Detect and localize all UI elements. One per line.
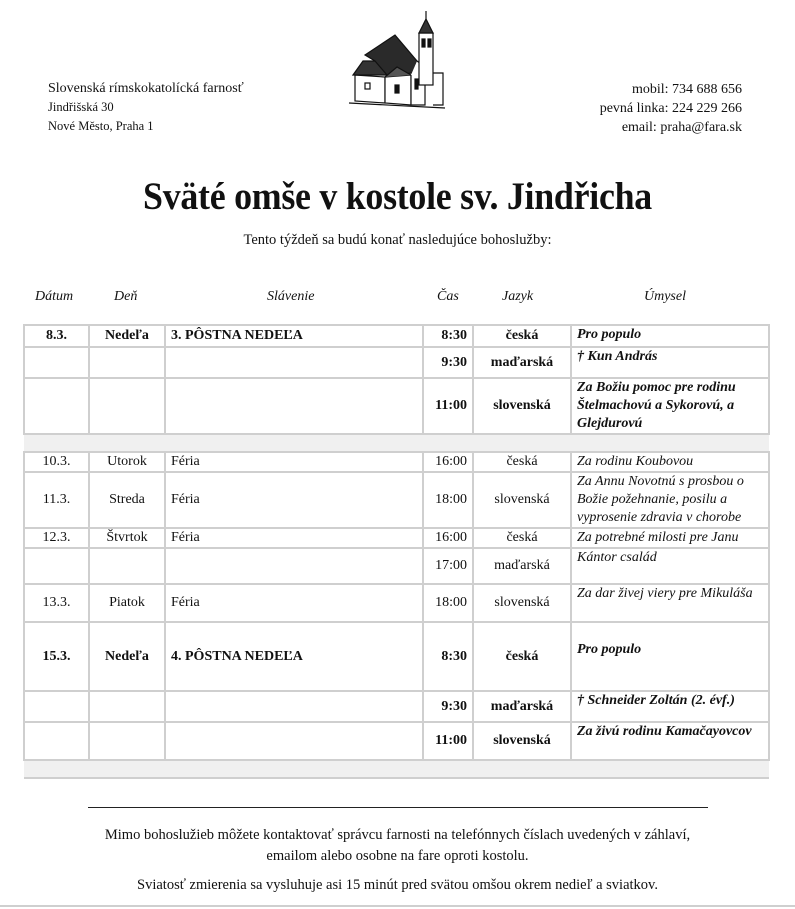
cell-date	[24, 548, 89, 584]
cell-date: 12.3.	[24, 528, 89, 548]
cell-date: 11.3.	[24, 472, 89, 528]
column-header-time: Čas	[437, 289, 459, 304]
cell-day: Utorok	[89, 452, 165, 472]
cell-date	[24, 691, 89, 722]
cell-time: 8:30	[423, 622, 473, 691]
cell-celebration	[165, 548, 423, 584]
page-bottom-border	[0, 905, 795, 907]
parish-address	[48, 80, 244, 136]
cell-date	[24, 347, 89, 378]
cell-intention: Za Božiu pomoc pre rodinu Štelmachovú a Sykorovú, a Glejdurovú	[571, 378, 769, 434]
cell-celebration	[165, 378, 423, 434]
cell-celebration: 3. PÔSTNA NEDEĽA	[165, 325, 423, 347]
column-header-intention: Úmysel	[644, 289, 686, 304]
table-row	[24, 452, 769, 472]
cell-language: maďarská	[473, 347, 571, 378]
contact-note-line-1: Mimo bohoslužieb môžete kontaktovať správcu farnosti na telefónnych číslach uvedených v záhlaví,	[104, 827, 691, 843]
divider-line	[88, 807, 708, 808]
cell-language: slovenská	[473, 722, 571, 760]
column-header-celebration: Slávenie	[267, 289, 315, 304]
week-separator	[24, 760, 769, 778]
cell-time: 17:00	[423, 548, 473, 584]
cell-time: 16:00	[423, 528, 473, 548]
cell-intention: Kántor család	[571, 548, 769, 584]
mobile-number: mobil: 734 688 656	[631, 82, 742, 97]
contact-info	[600, 80, 742, 137]
cell-time: 18:00	[423, 584, 473, 622]
column-header-day: Deň	[114, 289, 138, 304]
cell-language: česká	[473, 622, 571, 691]
table-row	[24, 528, 769, 548]
cell-celebration: Féria	[165, 528, 423, 548]
table-row	[24, 584, 769, 622]
table-row	[24, 325, 769, 347]
cell-day	[89, 347, 165, 378]
table-row	[24, 622, 769, 691]
table-row	[24, 548, 769, 584]
cell-date	[24, 722, 89, 760]
table-row	[24, 722, 769, 760]
cell-celebration	[165, 691, 423, 722]
column-header-date: Dátum	[35, 289, 74, 304]
cell-language: slovenská	[473, 584, 571, 622]
parish-city: Nové Město, Praha 1	[48, 119, 154, 133]
parish-name: Slovenská rímskokatolícká farnosť	[48, 81, 244, 96]
cell-day	[89, 722, 165, 760]
page-title: Sväté omše v kostole sv. Jindřicha	[143, 175, 652, 218]
table-row	[24, 378, 769, 434]
table-row	[24, 347, 769, 378]
cell-day	[89, 378, 165, 434]
cell-intention: Pro populo	[571, 325, 769, 347]
cell-language: slovenská	[473, 472, 571, 528]
cell-time: 11:00	[423, 722, 473, 760]
cell-celebration: 4. PÔSTNA NEDEĽA	[165, 622, 423, 691]
cell-time: 9:30	[423, 691, 473, 722]
cell-intention: Za potrebné milosti pre Janu	[571, 528, 769, 548]
landline-number: pevná linka: 224 229 266	[599, 101, 742, 116]
cell-language: česká	[473, 528, 571, 548]
confession-note: Sviatosť zmierenia sa vysluhuje asi 15 minút pred svätou omšou okrem nedieľ a sviatkov.	[137, 877, 658, 893]
cell-celebration: Féria	[165, 472, 423, 528]
cell-intention: Za dar živej viery pre Mikuláša	[571, 584, 769, 622]
cell-intention: † Kun András	[571, 347, 769, 378]
cell-intention: Za rodinu Koubovou	[571, 452, 769, 472]
cell-day	[89, 691, 165, 722]
week-separator	[24, 434, 769, 452]
page-subtitle: Tento týždeň sa budú konať nasledujúce bohoslužby:	[243, 232, 552, 248]
cell-language: maďarská	[473, 548, 571, 584]
mass-schedule-table	[23, 324, 770, 779]
cell-date: 13.3.	[24, 584, 89, 622]
parish-street: Jindřišská 30	[48, 100, 114, 114]
cell-language: slovenská	[473, 378, 571, 434]
email-address[interactable]: email: praha@fara.sk	[621, 120, 742, 135]
cell-intention: Za živú rodinu Kamačayovcov	[571, 722, 769, 760]
cell-time: 16:00	[423, 452, 473, 472]
cell-language: česká	[473, 325, 571, 347]
cell-time: 8:30	[423, 325, 473, 347]
cell-intention: Za Annu Novotnú s prosbou o Božie požehnanie, posilu a vyprosenie zdravia v chorobe	[571, 472, 769, 528]
cell-celebration: Féria	[165, 452, 423, 472]
cell-date: 8.3.	[24, 325, 89, 347]
cell-time: 18:00	[423, 472, 473, 528]
cell-day: Nedeľa	[89, 622, 165, 691]
cell-time: 11:00	[423, 378, 473, 434]
table-row	[24, 472, 769, 528]
cell-celebration	[165, 722, 423, 760]
cell-language: česká	[473, 452, 571, 472]
column-header-language: Jazyk	[502, 289, 534, 304]
cell-date: 10.3.	[24, 452, 89, 472]
cell-language: maďarská	[473, 691, 571, 722]
cell-celebration: Féria	[165, 584, 423, 622]
cell-intention: Pro populo	[571, 622, 769, 691]
cell-day: Štvrtok	[89, 528, 165, 548]
cell-time: 9:30	[423, 347, 473, 378]
cell-intention: † Schneider Zoltán (2. évf.)	[571, 691, 769, 722]
contact-note-line-2: emailom alebo osobne na fare oproti kostolu.	[266, 848, 529, 864]
cell-day: Piatok	[89, 584, 165, 622]
cell-celebration	[165, 347, 423, 378]
cell-day	[89, 548, 165, 584]
church-drawing-icon	[345, 5, 453, 115]
cell-day: Streda	[89, 472, 165, 528]
cell-date: 15.3.	[24, 622, 89, 691]
cell-day: Nedeľa	[89, 325, 165, 347]
cell-date	[24, 378, 89, 434]
table-row	[24, 691, 769, 722]
